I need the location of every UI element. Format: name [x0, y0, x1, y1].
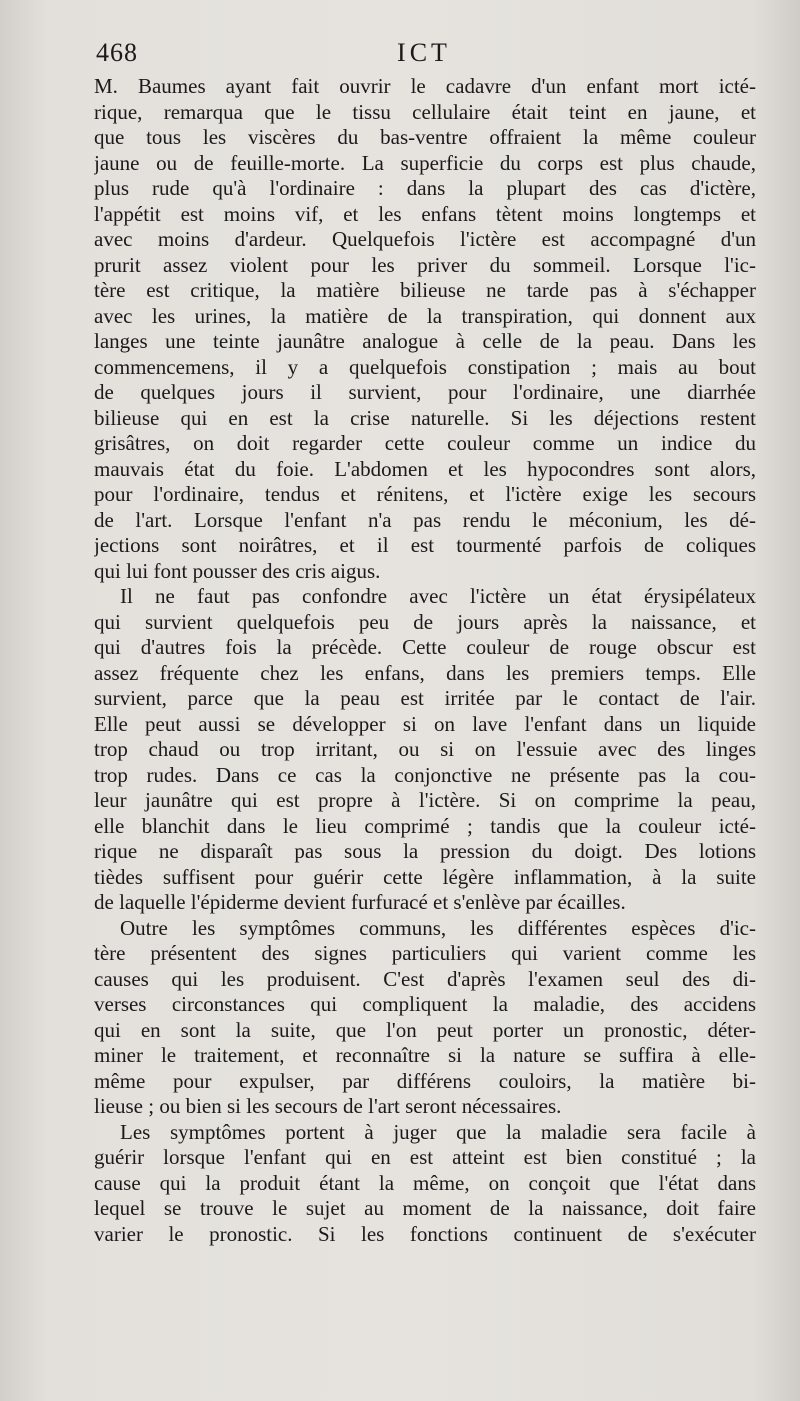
text-line: Outre les symptômes communs, les différentes espèces d'ic- [120, 915, 756, 940]
text-line: M. Baumes ayant fait ouvrir le cadavre d'un enfant mort icté- [94, 74, 756, 98]
text-line: rique ne disparaît pas sous la pression du doigt. Des lotions [94, 839, 756, 863]
text-line: varier le pronostic. Si les fonctions continuent de s'exécuter [94, 1221, 756, 1246]
text-line: même pour expulser, par différens couloirs, la matière bi- [94, 1068, 756, 1093]
running-title: ICT [397, 38, 451, 67]
paragraph [94, 916, 756, 1120]
text-line: qui d'autres fois la précède. Cette couleur de rouge obscur est [94, 635, 756, 659]
text-line: qui survient quelquefois peu de jours après la naissance, et [94, 609, 756, 634]
text-line: tère est critique, la matière bilieuse ne tarde pas à s'échapper [94, 278, 756, 302]
text-line: l'appétit est moins vif, et les enfans tètent moins longtemps et [94, 201, 756, 226]
text-line: de l'art. Lorsque l'enfant n'a pas rendu le méconium, les dé- [94, 507, 756, 532]
text-line: mauvais état du foie. L'abdomen et les hypocondres sont alors, [94, 456, 756, 481]
text-line: cause qui la produit étant la même, on conçoit que l'état dans [94, 1170, 756, 1195]
text-line: verses circonstances qui compliquent la maladie, des accidens [94, 992, 756, 1016]
text-line: de laquelle l'épiderme devient furfuracé et s'enlève par écailles. [94, 890, 626, 914]
text-line: miner le traitement, et reconnaître si la nature se suffira à elle- [94, 1043, 756, 1067]
text-line: survient, parce que la peau est irritée par le contact de l'air. [94, 686, 756, 710]
text-line: lequel se trouve le sujet au moment de la naissance, doit faire [94, 1196, 756, 1220]
text-line: causes qui les produisent. C'est d'après l'examen seul des di- [94, 966, 756, 991]
text-line: Il ne faut pas confondre avec l'ictère un état érysipélateux [120, 584, 756, 608]
text-line: prurit assez violent pour les priver du sommeil. Lorsque l'ic- [94, 252, 756, 277]
text-line: bilieuse qui en est la crise naturelle. Si les déjections restent [94, 405, 756, 430]
text-line: de quelques jours il survient, pour l'ordinaire, une diarrhée [94, 380, 756, 404]
text-line: guérir lorsque l'enfant qui en est atteint est bien constitué ; la [94, 1145, 756, 1169]
text-line: trop rudes. Dans ce cas la conjonctive ne présente pas la cou- [94, 762, 756, 787]
paragraph [94, 584, 756, 916]
text-line: qui en sont la suite, que l'on peut porter un pronostic, déter- [94, 1017, 756, 1042]
text-line: tère présentent des signes particuliers qui varient comme les [94, 941, 756, 965]
text-line: Les symptômes portent à juger que la maladie sera facile à [120, 1119, 756, 1144]
paragraph [94, 74, 756, 584]
paragraph [94, 1120, 756, 1248]
text-line: grisâtres, on doit regarder cette couleur comme un indice du [94, 431, 756, 455]
text-line: lieuse ; ou bien si les secours de l'art seront nécessaires. [94, 1094, 562, 1118]
text-line: commencemens, il y a quelquefois constipation ; mais au bout [94, 354, 756, 379]
text-line: leur jaunâtre qui est propre à l'ictère. Si on comprime la peau, [94, 788, 756, 812]
text-line: que tous les viscères du bas-ventre offraient la même couleur [94, 125, 756, 149]
page-number: 468 [96, 38, 138, 67]
text-line: tièdes suffisent pour guérir cette légère inflammation, à la suite [94, 864, 756, 889]
text-line: rique, remarqua que le tissu cellulaire était teint en jaune, et [94, 99, 756, 124]
running-head [96, 38, 752, 78]
text-line: jaune ou de feuille-morte. La superficie du corps est plus chaude, [94, 150, 756, 175]
text-line: assez fréquente chez les enfans, dans les premiers temps. Elle [94, 660, 756, 685]
body-text [94, 74, 756, 1247]
text-line: plus rude qu'à l'ordinaire : dans la plupart des cas d'ictère, [94, 176, 756, 200]
text-line: Elle peut aussi se développer si on lave l'enfant dans un liquide [94, 711, 756, 736]
text-line: qui lui font pousser des cris aigus. [94, 558, 381, 583]
text-line: jections sont noirâtres, et il est tourmenté parfois de coliques [94, 533, 756, 557]
text-line: langes une teinte jaunâtre analogue à celle de la peau. Dans les [94, 329, 756, 353]
text-line: trop chaud ou trop irritant, ou si on l'essuie avec des linges [94, 737, 756, 761]
text-line: avec les urines, la matière de la transpiration, qui donnent aux [94, 303, 756, 328]
text-line: avec moins d'ardeur. Quelquefois l'ictère est accompagné d'un [94, 227, 756, 251]
text-line: elle blanchit dans le lieu comprimé ; tandis que la couleur icté- [94, 813, 756, 838]
text-line: pour l'ordinaire, tendus et rénitens, et l'ictère exige les secours [94, 482, 756, 506]
